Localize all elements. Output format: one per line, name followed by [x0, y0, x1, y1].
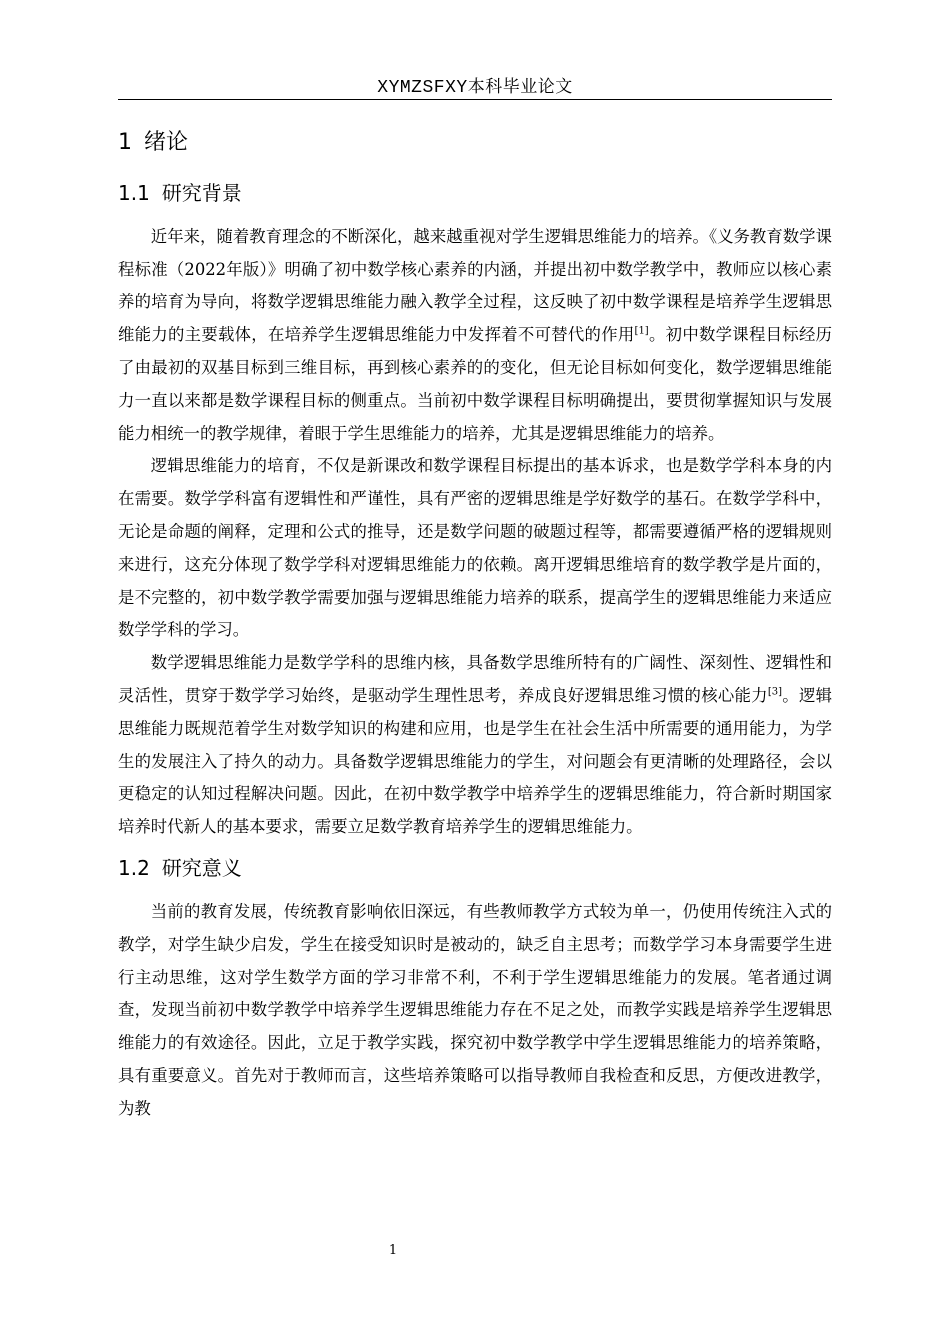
paragraph-text: 近年来，随着教育理念的不断深化，越来越重视对学生逻辑思维能力的培养。《义务教育数学课程标准（2022年版）》明确了初中数学核心素养的内涵，并提出初中数学教学中，教师应以核心素养的培育为导向，将数学逻辑思维能力融入教学全过程，这反映了初中数学课程是培养学生逻辑思维能力的主要载体，在培养学生逻辑思维能力中发挥着不可替代的作用: [118, 226, 832, 345]
header-code: XYMZSFXY: [377, 78, 468, 98]
citation-ref: [3]: [767, 686, 783, 698]
section-heading-1-1: [118, 179, 832, 207]
section-number: 1.1: [118, 180, 150, 205]
paragraph-1: [118, 221, 832, 451]
paragraph-text: 数学逻辑思维能力是数学学科的思维内核，具备数学思维所特有的广阔性、深刻性、逻辑性和灵活性，贯穿于数学学习始终，是驱动学生理性思考，养成良好逻辑思维习惯的核心能力: [118, 653, 832, 705]
section-title: 研究背景: [161, 180, 242, 205]
header-rule: [118, 99, 832, 100]
section-title: 研究意义: [161, 855, 242, 880]
paragraph-4: 当前的教育发展，传统教育影响依旧深远，有些教师教学方式较为单一，仍使用传统注入式的教学，对学生缺少启发，学生在接受知识时是被动的，缺乏自主思考；而数学学习本身需要学生进行主动思维，这对学生数学方面的学习非常不利，不利于学生逻辑思维能力的发展。笔者通过调查，发现当前初中数学教学中培养学生逻辑思维能力存在不足之处，而教学实践是培养学生逻辑思维能力的有效途径。因此，立足于教学实践，探究初中数学教学中学生逻辑思维能力的培养策略，具有重要意义。首先对于教师而言，这些培养策略可以指导教师自我检查和反思，方便改进教学，为教: [118, 901, 832, 1118]
paragraph-2: 逻辑思维能力的培育，不仅是新课改和数学课程目标提出的基本诉求，也是数学学科本身的内在需要。数学学科富有逻辑性和严谨性，具有严密的逻辑思维是学好数学的基石。在数学学科中，无论是命题的阐释，定理和公式的推导，还是数学问题的破题过程等，都需要遵循严格的逻辑规则来进行，这充分体现了数学学科对逻辑思维能力的依赖。离开逻辑思维培育的数学教学是片面的，是不完整的，初中数学教学需要加强与逻辑思维能力培养的联系，提高学生的逻辑思维能力来适应数学学科的学习。: [118, 456, 832, 640]
body-content: [118, 118, 832, 1126]
header-title: 本科毕业论文: [467, 77, 573, 97]
chapter-number: 1: [118, 130, 132, 155]
paragraph-3: [118, 647, 832, 844]
section-number: 1.2: [118, 855, 150, 880]
page-number: 1: [388, 1243, 398, 1258]
paragraph-text: 。逻辑思维能力既规范着学生对数学知识的构建和应用，也是学生在社会生活中所需要的通用能力，为学生的发展注入了持久的动力。具备数学逻辑思维能力的学生，对问题会有更清晰的处理路径，会以更稳定的认知过程解决问题。因此，在初中数学教学中培养学生的逻辑思维能力，符合新时期国家培养时代新人的基本要求，需要立足数学教育培养学生的逻辑思维能力。: [118, 685, 833, 837]
citation-ref: [1]: [634, 325, 649, 337]
running-header: [118, 72, 832, 98]
section-heading-1-2: [118, 854, 832, 882]
paragraph-text: 。初中数学课程目标经历了由最初的双基目标到三维目标，再到核心素养的的变化，但无论目标如何变化，数学逻辑思维能力一直以来都是数学课程目标的侧重点。当前初中数学课程目标明确提出，要贯彻掌握知识与发展能力相统一的教学规律，着眼于学生思维能力的培养，尤其是逻辑思维能力的培养。: [118, 325, 833, 443]
chapter-heading: [118, 128, 832, 159]
chapter-title: 绪论: [144, 130, 189, 155]
